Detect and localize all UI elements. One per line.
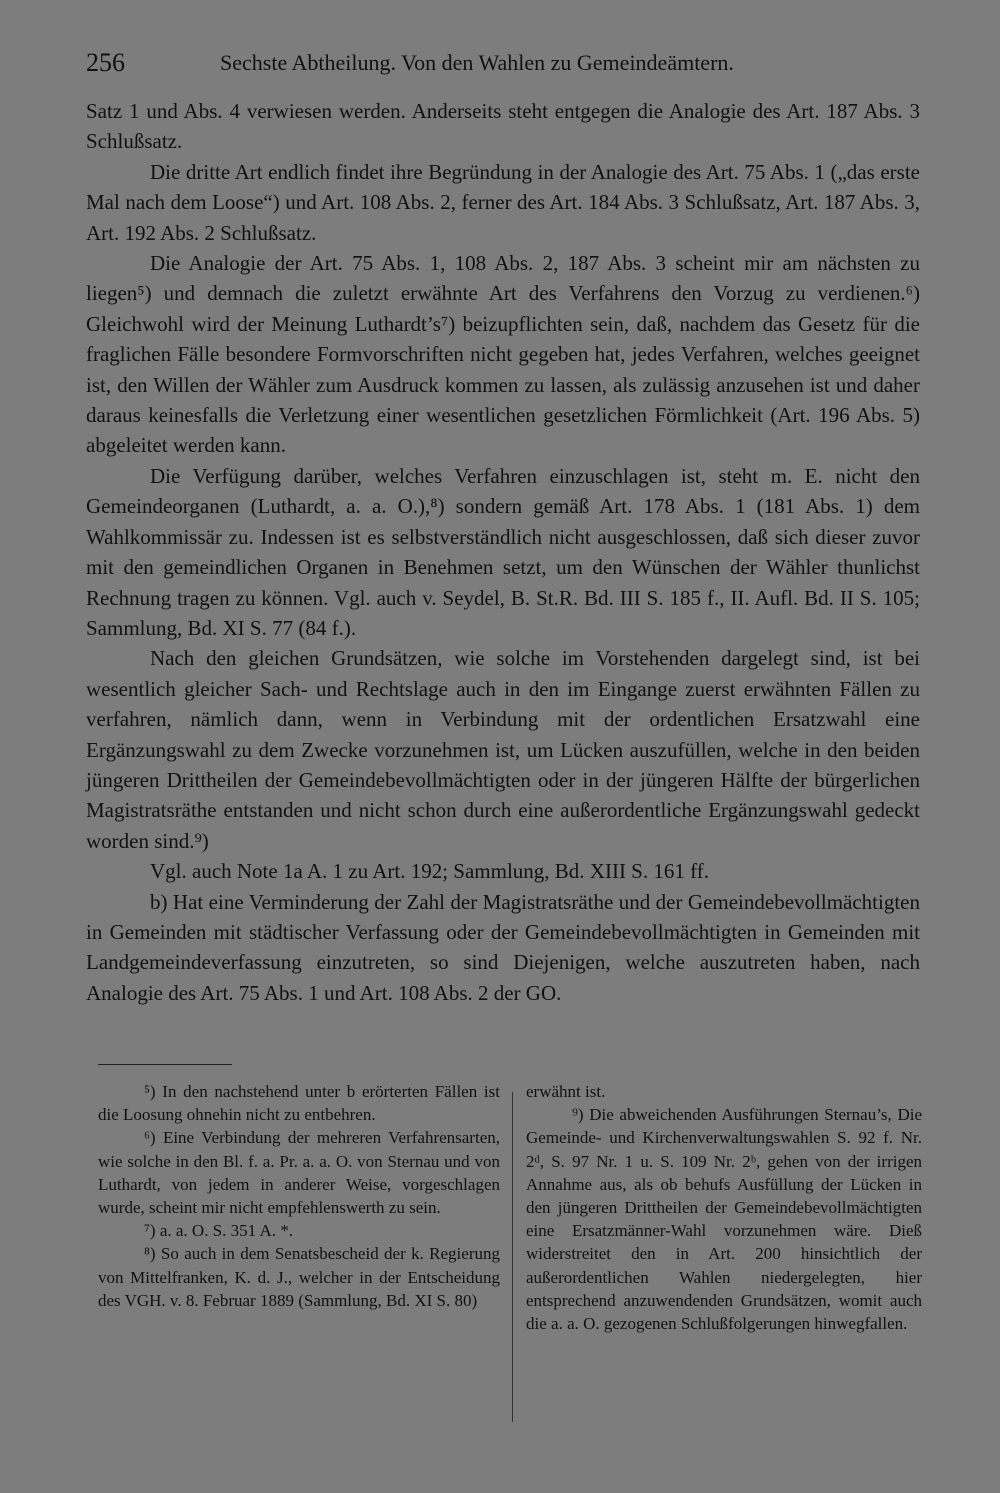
paragraph: Nach den gleichen Grundsätzen, wie solche im Vorstehenden dargelegt sind, ist bei wesentlich gleicher Sach- und Rechtslage auch in den im Eingange zuerst erwähnten Fällen zu verfahren, nämlich dann, wenn in Verbindung mit der ordentlichen Ersatzwahl eine Ergänzungswahl zu dem Zwecke vorzunehmen ist, um Lücken auszufüllen, welche in den beiden jüngeren Drittheilen der Gemeindebevollmächtigten oder in der jüngeren Hälfte der bürgerlichen Magistratsräthe entstanden und nicht schon durch eine außerordentliche Ergänzungswahl gedeckt worden sind.⁹) bbox=[86, 646, 920, 853]
footnote-continuation: erwähnt ist. bbox=[526, 1082, 606, 1101]
paragraph: Die Verfügung darüber, welches Verfahren einzuschlagen ist, steht m. E. nicht den Gemeindeorganen (Luthardt, a. a. O.),⁸) sondern gemäß Art. 178 Abs. 1 (181 Abs. 1) dem Wahlkommissär zu. Indessen ist es selbstverständlich nicht ausgeschlossen, daß sich dieser zuvor mit den gemeindlichen Organen in Benehmen setzt, um den Wünschen der Wähler thunlichst Rechnung tragen zu können. Vgl. auch v. Seydel, B. St.R. Bd. III S. 185 f., II. Aufl. Bd. II S. 105; Sammlung, Bd. XI S. 77 (84 f.). bbox=[86, 463, 920, 640]
paragraph: Die dritte Art endlich findet ihre Begründung in der Analogie des Art. 75 Abs. 1 („das erste Mal nach dem Loose“) und Art. 108 Abs. 2, ferner des Art. 184 Abs. 3 Schlußsatz, Art. 187 Abs. 3, Art. 192 Abs. 2 Schlußsatz. bbox=[86, 159, 920, 245]
paragraph: Satz 1 und Abs. 4 verwiesen werden. Anderseits steht entgegen die Analogie des Art. 187 Abs. 3 Schlußsatz. bbox=[86, 99, 920, 154]
footnotes-right-column bbox=[526, 1080, 922, 1335]
footnote: ⁵) In den nachstehend unter b erörterten Fällen ist die Loosung ohnehin nicht zu entbehren. bbox=[98, 1082, 500, 1125]
page-number: 256 bbox=[86, 48, 125, 77]
running-title: Sechste Abtheilung. Von den Wahlen zu Gemeindeämtern. bbox=[220, 50, 734, 75]
paragraph: Vgl. auch Note 1a A. 1 zu Art. 192; Sammlung, Bd. XIII S. 161 ff. bbox=[150, 859, 709, 884]
footnotes-left-column bbox=[98, 1080, 500, 1312]
main-text bbox=[86, 96, 920, 1008]
footnote-separator bbox=[98, 1064, 232, 1065]
paragraph: b) Hat eine Verminderung der Zahl der Magistratsräthe und der Gemeindebevollmächtigten in Gemeinden mit städtischer Verfassung oder der Gemeindebevollmächtigten in Gemeinden mit Landgemeindeverfassung einzutreten, so sind Diejenigen, welche auszutreten haben, nach Analogie des Art. 75 Abs. 1 und Art. 108 Abs. 2 der GO. bbox=[86, 889, 920, 1005]
running-head bbox=[86, 44, 920, 80]
footnote: ⁹) Die abweichenden Ausführungen Sternau’s, Die Gemeinde- und Kirchenverwaltungswahlen S. 92 f. Nr. 2ᵈ, S. 97 Nr. 1 u. S. 109 Nr. 2ᵇ, gehen von der irrigen Annahme aus, als ob behufs Ausfüllung der Lücken in den jüngeren Drittheilen der Gemeindebevollmächtigten eine Ersatzmänner-Wahl vorzunehmen wäre. Dieß widerstreitet den in Art. 200 hinsichtlich der außerordentlichen Wahlen niedergelegten, hier entsprechend anzuwendenden Grundsätzen, womit auch die a. a. O. gezogenen Schlußfolgerungen hinwegfallen. bbox=[526, 1105, 922, 1334]
footnote: ⁸) So auch in dem Senatsbescheid der k. Regierung von Mittelfranken, K. d. J., welcher in der Entscheidung des VGH. v. 8. Februar 1889 (Sammlung, Bd. XI S. 80) bbox=[98, 1244, 500, 1310]
footnote: ⁶) Eine Verbindung der mehreren Verfahrensarten, wie solche in den Bl. f. a. Pr. a. a. O. von Sternau und von Luthardt, von jedem in anderer Weise, vorgeschlagen wurde, scheint mir nicht empfehlenswerth zu sein. bbox=[98, 1128, 500, 1218]
footnote: ⁷) a. a. O. S. 351 A. *. bbox=[144, 1221, 293, 1241]
column-divider bbox=[512, 1092, 513, 1422]
paragraph: Die Analogie der Art. 75 Abs. 1, 108 Abs. 2, 187 Abs. 3 scheint mir am nächsten zu liegen⁵) und demnach die zuletzt erwähnte Art des Verfahrens den Vorzug zu verdienen.⁶) Gleichwohl wird der Meinung Luthardt’s⁷) beizupflichten sein, daß, nachdem das Gesetz für die fraglichen Fälle besondere Formvorschriften nicht gegeben hat, jedes Verfahren, welches geeignet ist, den Willen der Wähler zum Ausdruck kommen zu lassen, als zulässig anzusehen ist und daher daraus keinesfalls die Verletzung einer wesentlichen gesetzlichen Förmlichkeit (Art. 196 Abs. 5) abgeleitet werden kann. bbox=[86, 251, 920, 458]
